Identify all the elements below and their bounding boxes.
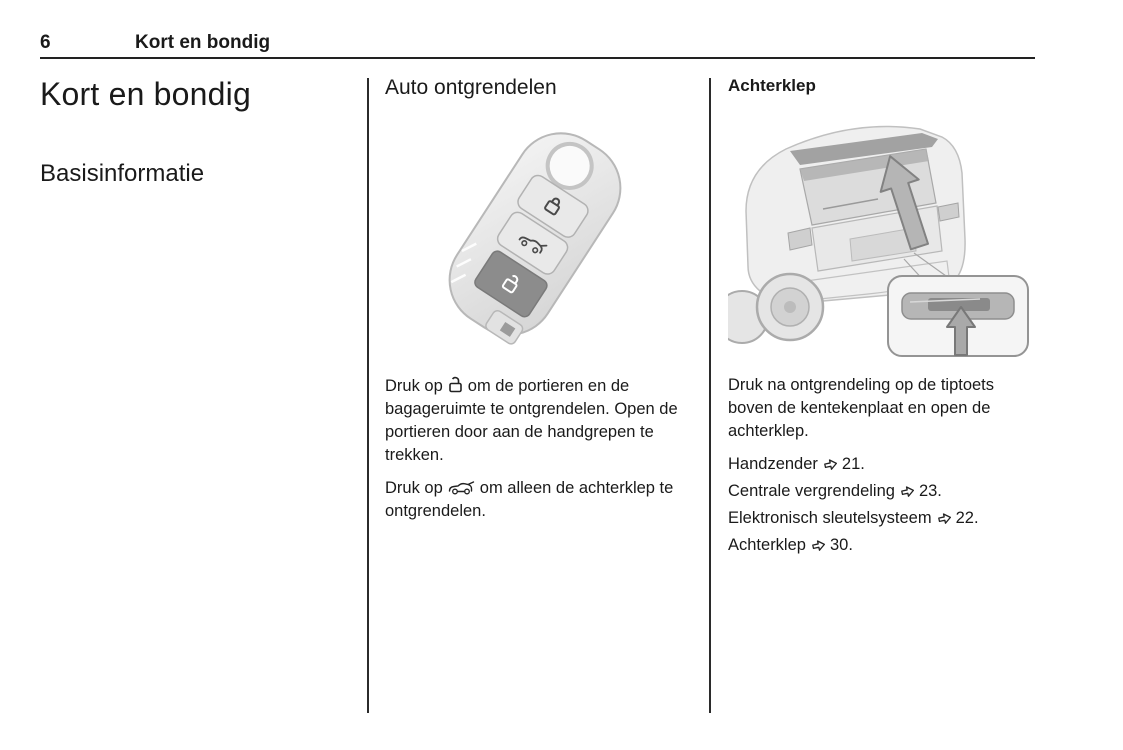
reference-page: 30. bbox=[829, 536, 853, 554]
reference-handzender bbox=[728, 453, 1035, 476]
tailgate-open-paragraph: Druk na ontgrendeling op de tiptoets boven de kentekenplaat en open de achterklep. bbox=[728, 376, 995, 440]
car-rear-illustration bbox=[728, 111, 1035, 360]
car-tailgate-icon bbox=[448, 481, 475, 495]
unlock-paragraph-before: Druk op bbox=[385, 377, 443, 395]
right-column bbox=[728, 76, 1035, 561]
tailgate-only-paragraph bbox=[385, 477, 692, 523]
reference-page: 23. bbox=[918, 482, 942, 500]
unlock-icon bbox=[448, 376, 463, 393]
middle-column bbox=[385, 76, 692, 533]
release-switch-inset bbox=[888, 276, 1028, 356]
reference-achterklep bbox=[728, 534, 1035, 557]
unlock-paragraph bbox=[385, 375, 692, 467]
reference-centrale-vergrendeling bbox=[728, 480, 1035, 503]
reference-page: 21. bbox=[841, 455, 865, 473]
page-number: 6 bbox=[40, 32, 51, 53]
reference-elektronisch-sleutelsysteem bbox=[728, 507, 1035, 530]
reference-label: Elektronisch sleutelsysteem bbox=[728, 509, 932, 527]
column-divider-left bbox=[367, 78, 369, 713]
reference-label: Handzender bbox=[728, 455, 818, 473]
page-reference-arrow-icon bbox=[823, 457, 839, 473]
tailgate-paragraph-after: om alleen de achterklep te ontgrendelen. bbox=[385, 479, 674, 520]
page-reference-arrow-icon bbox=[900, 484, 916, 500]
page-title: Kort en bondig bbox=[40, 76, 251, 112]
reference-label: Achterklep bbox=[728, 536, 806, 554]
column-divider-right bbox=[709, 78, 711, 713]
tailgate-section-heading: Achterklep bbox=[728, 76, 816, 95]
page-reference-arrow-icon bbox=[936, 511, 952, 527]
section-subtitle: Basisinformatie bbox=[40, 159, 205, 187]
tailgate-paragraph-before: Druk op bbox=[385, 479, 443, 497]
reference-page: 22. bbox=[955, 509, 979, 527]
rear-wheel bbox=[757, 274, 823, 340]
header-rule bbox=[40, 57, 1035, 59]
unlock-paragraph-after: om de portieren en de bagageruimte te ontgrendelen. Open de portieren door aan de handgrepen te trekken. bbox=[385, 377, 678, 464]
reference-label: Centrale vergrendeling bbox=[728, 482, 895, 500]
left-column bbox=[40, 76, 340, 188]
page-reference-arrow-icon bbox=[811, 538, 827, 554]
chapter-header-title: Kort en bondig bbox=[135, 32, 271, 53]
key-fob-illustration bbox=[385, 112, 692, 361]
unlock-section-heading: Auto ontgrendelen bbox=[385, 76, 557, 99]
